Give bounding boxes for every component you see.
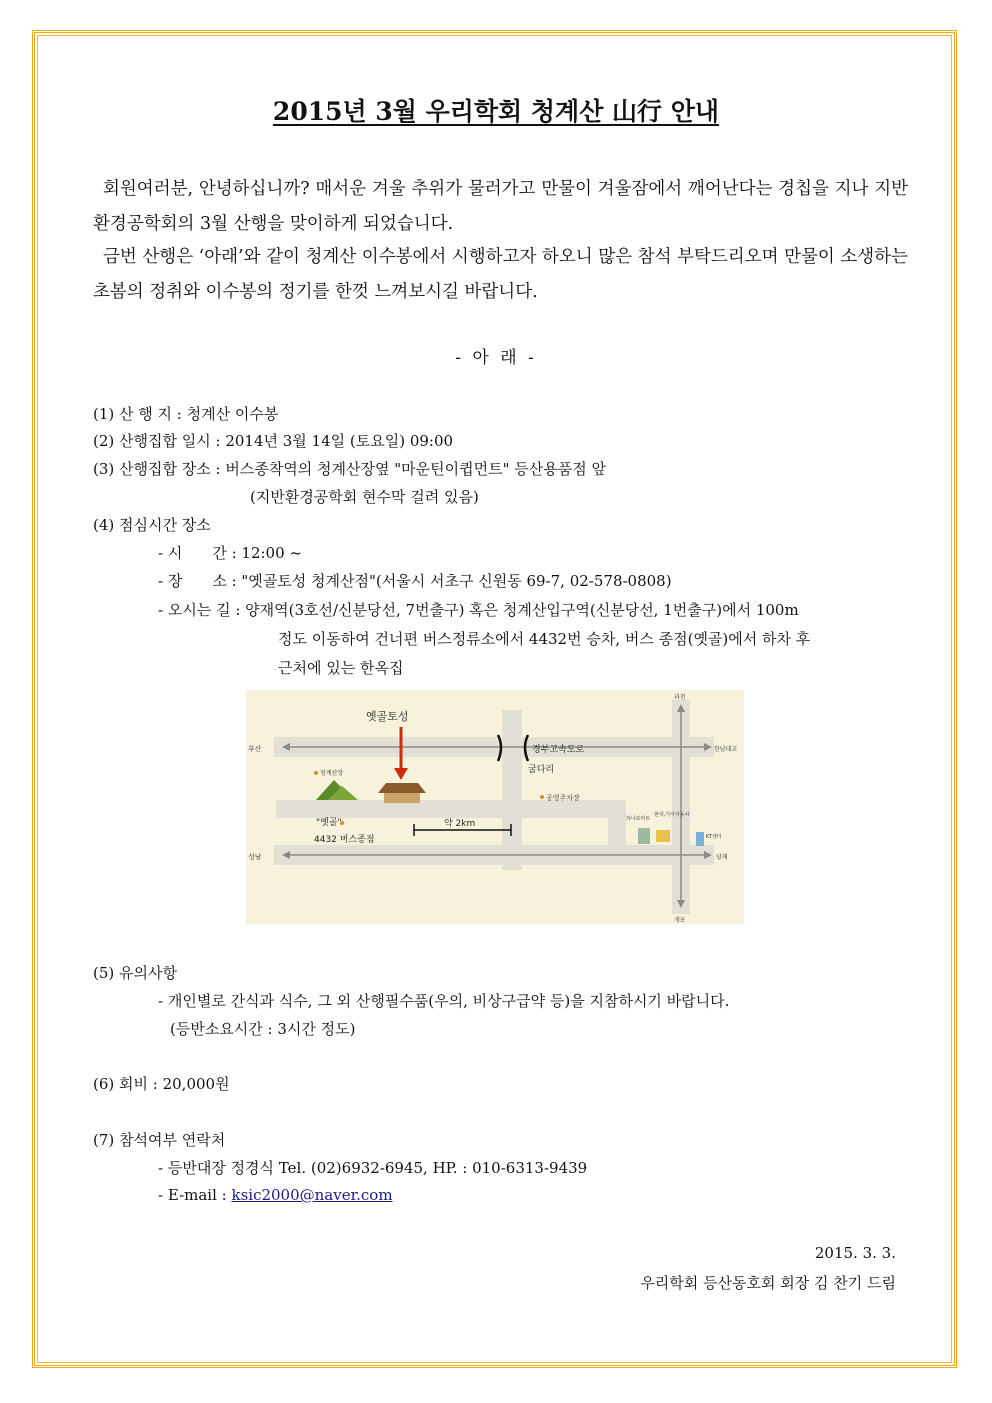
item-fee: (6) 회비 : 20,000원 [93, 1075, 230, 1093]
map-label-distance: 약 2km [444, 819, 476, 829]
map-label-yetgol: "옛골" [316, 818, 342, 828]
item-meeting-place-note: (지반환경공학회 현수막 걸려 있음) [250, 488, 479, 506]
contact-email-label: - E-mail : [158, 1186, 232, 1204]
map-label-tunnel: 굴다리 [528, 765, 555, 775]
map-label-terminal: 4432 버스종점 [314, 835, 375, 845]
lunch-directions-3: 근처에 있는 한옥집 [278, 659, 404, 677]
directions-map [246, 690, 744, 924]
lunch-directions-2: 정도 이동하여 건너편 버스정류소에서 4432번 승차, 버스 종점(옛골)에서 하차 후 [278, 630, 811, 648]
map-label-kt: KT센터 [706, 834, 722, 840]
map-label-expressway: 경부고속도로 [532, 745, 585, 755]
intro-paragraph-2: 금번 산행은 ‘아래’와 같이 청계산 이수봉에서 시행하고자 하오니 많은 참석 부탁드리오며 만물이 소생하는 초봄의 정취와 이수봉의 정기를 한껏 느껴보시길 바랍니다. [93, 247, 908, 302]
notes-detail: - 개인별로 간식과 식수, 그 외 산행필수품(우의, 비상구급약 등)을 지참하시기 바랍니다. [158, 992, 730, 1010]
contact-email-row [158, 1186, 393, 1204]
map-label-busan: 부산 [248, 745, 262, 753]
item-lunch: (4) 점심시간 장소 [93, 516, 211, 534]
item-notes: (5) 유의사항 [93, 964, 177, 982]
below-heading: - 아 래 - [455, 348, 537, 368]
map-label-gwacheon: 과천 [674, 694, 686, 701]
signature: 우리학회 등산동호회 회장 김 찬기 드림 [640, 1274, 896, 1292]
lunch-time: - 시 간 : 12:00 ~ [158, 544, 302, 562]
map-label-yangjae: 양재 [716, 854, 728, 861]
map-label-gaepo: 개포 [674, 917, 686, 924]
contact-leader: - 등반대장 정경식 Tel. (02)6932-6945, HP. : 010-6313-9439 [158, 1159, 588, 1177]
item-meeting-time: (2) 산행집합 일시 : 2014년 3월 14일 (토요일) 09:00 [93, 432, 454, 450]
map-label-restaurant: 옛골토성 [366, 710, 409, 723]
item-meeting-place: (3) 산행집합 장소 : 버스종착역의 청계산장옆 "마운틴이큅먼트" 등산용품점 앞 [93, 460, 606, 478]
lunch-directions-1: - 오시는 길 : 양재역(3호선/신분당선, 7번출구) 혹은 청계산입구역(신분당선, 1번출구)에서 100m [158, 601, 799, 619]
map-label-seongnam: 성남 [248, 853, 262, 861]
map-label-hanaro: 하나로마트 [626, 816, 651, 822]
page-title: 2015년 3월 우리학회 청계산 山行 안내 [272, 97, 720, 126]
document-date: 2015. 3. 3. [814, 1244, 896, 1262]
map-label-parking: 공영주차장 [546, 794, 580, 802]
map-label-sanjang: 청계산장 [320, 770, 344, 777]
item-contact: (7) 참석여부 연락처 [93, 1131, 226, 1149]
item-destination: (1) 산 행 지 : 청계산 이수봉 [93, 405, 279, 423]
map-label-hyundai: 현대,기아자동차 [654, 812, 690, 818]
contact-email-link[interactable]: ksic2000@naver.com [231, 1186, 393, 1204]
intro-paragraph-1: 회원여러분, 안녕하십니까? 매서운 겨울 추위가 물러가고 만물이 겨울잠에서 깨어난다는 경칩을 지나 지반환경공학회의 3월 산행을 맞이하게 되었습니다. [93, 179, 908, 234]
lunch-place: - 장 소 : "옛골토성 청계산점"(서울시 서초구 신원동 69-7, 02-578-0808) [158, 572, 672, 590]
notes-duration: (등반소요시간 : 3시간 정도) [170, 1020, 356, 1038]
map-label-hannam: 한남대교 [714, 746, 738, 753]
